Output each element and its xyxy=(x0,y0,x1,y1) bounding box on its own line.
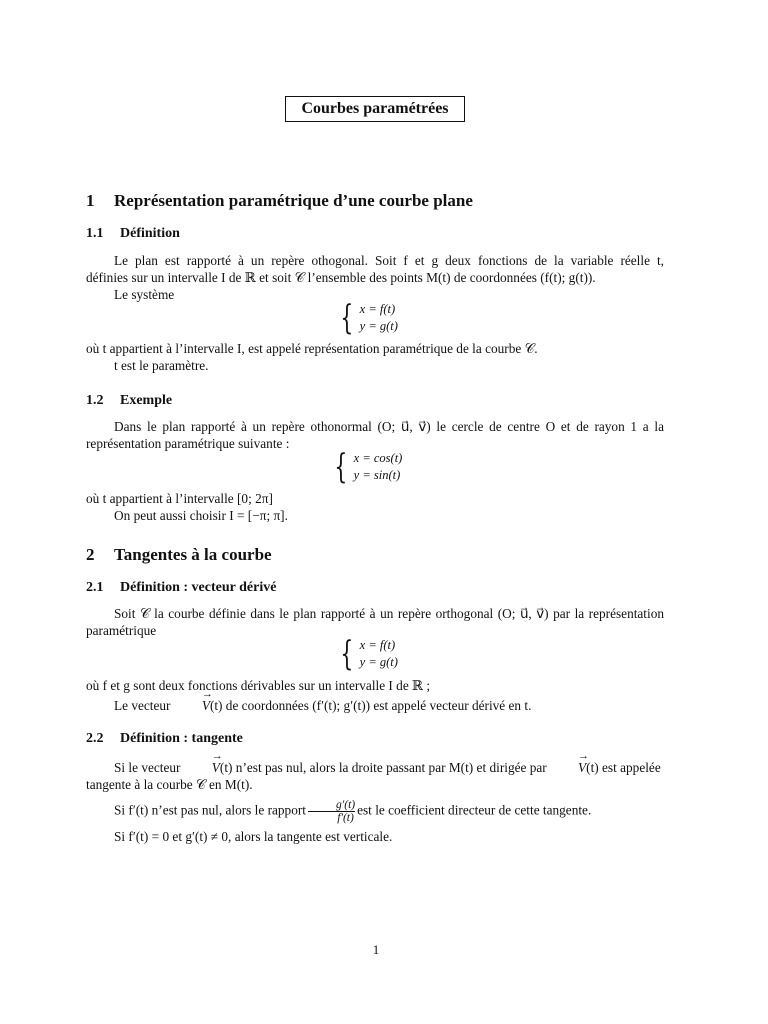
section-number: 1 xyxy=(86,191,95,210)
equation-system xyxy=(330,447,403,487)
equation-line: x = cos(t) xyxy=(353,451,403,465)
text-fragment: Si f′(t) n’est pas nul, alors le rapport xyxy=(114,802,306,818)
subsection-title: Définition : tangente xyxy=(120,731,243,746)
text-line: définies sur un intervalle I de ℝ et soit 𝒞 l’ensemble des points M(t) de coordonnées (f(t); g(t)). xyxy=(86,270,596,285)
text-line xyxy=(86,759,664,776)
text-line: paramétrique xyxy=(86,623,157,638)
paragraph-2-1 xyxy=(86,605,664,639)
text-line: tangente à la courbe 𝒞 en M(t). xyxy=(86,777,253,792)
subsection-1-1-heading xyxy=(86,225,180,242)
equation-system xyxy=(336,634,398,674)
text-line: où f et g sont deux fonctions dérivables sur un intervalle I de ℝ ; xyxy=(86,678,431,693)
subsection-title: Définition xyxy=(120,226,180,241)
subsection-2-2-heading xyxy=(86,730,243,747)
vector-symbol: → V xyxy=(174,697,210,714)
paragraph-1-1 xyxy=(86,252,664,303)
section-number: 2 xyxy=(86,545,95,564)
text-line xyxy=(86,697,664,714)
text-line: représentation paramétrique suivante : xyxy=(86,436,290,451)
text-fragment: Le vecteur xyxy=(114,698,174,713)
text-line: où t appartient à l’intervalle I, est appelé représentation paramétrique de la courbe 𝒞. xyxy=(86,341,538,356)
section-2-heading xyxy=(86,546,272,563)
equation-line: x = f(t) xyxy=(359,302,396,316)
text-line xyxy=(86,799,664,824)
document-title: Courbes paramétrées xyxy=(285,96,465,122)
subsection-title: Définition : vecteur dérivé xyxy=(120,580,277,595)
equation-line: y = g(t) xyxy=(359,319,398,333)
vector-symbol: → V xyxy=(184,759,220,776)
text-fragment: est le coefficient directeur de cette tangente. xyxy=(357,802,592,818)
equation-line: x = f(t) xyxy=(359,638,396,652)
paragraph-2-2 xyxy=(86,759,664,845)
text-line: Soit 𝒞 la courbe définie dans le plan rapporté à un repère orthogonal (O; u⃗, v⃗) par la représentation xyxy=(114,606,664,621)
subsection-number: 2.1 xyxy=(86,580,104,595)
fraction-numerator: g′(t) xyxy=(335,799,356,811)
brace-symbol: { xyxy=(340,634,354,674)
text-line: Le plan est rapporté à un repère othogonal. Soit f et g deux fonctions de la variable réelle t, xyxy=(114,253,664,268)
text-line: Le système xyxy=(114,287,175,302)
text-line: Dans le plan rapporté à un repère othonormal (O; u⃗, v⃗) le cercle de centre O et de rayon 1 a la xyxy=(114,419,664,434)
text-fragment: (t) est appelée xyxy=(586,760,661,775)
paragraph-1-2-end xyxy=(86,490,664,524)
text-line: où t appartient à l’intervalle [0; 2π] xyxy=(86,491,273,506)
subsection-1-2-heading xyxy=(86,392,172,409)
subsection-number: 1.1 xyxy=(86,226,104,241)
section-title: Tangentes à la courbe xyxy=(114,545,272,564)
fraction-denominator: f′(t) xyxy=(308,811,355,824)
page-number: 1 xyxy=(372,942,380,957)
subsection-title: Exemple xyxy=(120,393,173,408)
subsection-2-1-heading xyxy=(86,579,276,596)
text-fragment: (t) de coordonnées (f′(t); g′(t)) est appelé vecteur dérivé en t. xyxy=(209,698,532,713)
text-fragment: Si le vecteur xyxy=(114,760,184,775)
paragraph-2-1-end xyxy=(86,677,664,714)
subsection-number: 1.2 xyxy=(86,393,104,408)
text-fragment: (t) n’est pas nul, alors la droite passant par M(t) et dirigée par xyxy=(219,760,551,775)
equation-system xyxy=(336,298,398,338)
paragraph-1-1-end xyxy=(86,340,664,374)
text-line: On peut aussi choisir I = [−π; π]. xyxy=(114,508,288,523)
section-title: Représentation paramétrique d’une courbe plane xyxy=(114,191,473,210)
equation-line: y = g(t) xyxy=(359,655,398,669)
vector-symbol: → V xyxy=(550,759,586,776)
text-line: Si f′(t) = 0 et g′(t) ≠ 0, alors la tangente est verticale. xyxy=(114,829,393,844)
text-line: t est le paramètre. xyxy=(114,358,209,373)
brace-symbol: { xyxy=(340,298,354,338)
equation-line: y = sin(t) xyxy=(353,468,401,482)
brace-symbol: { xyxy=(334,447,348,487)
section-1-heading xyxy=(86,192,473,209)
fraction xyxy=(308,799,355,824)
subsection-number: 2.2 xyxy=(86,731,104,746)
paragraph-1-2 xyxy=(86,418,664,452)
